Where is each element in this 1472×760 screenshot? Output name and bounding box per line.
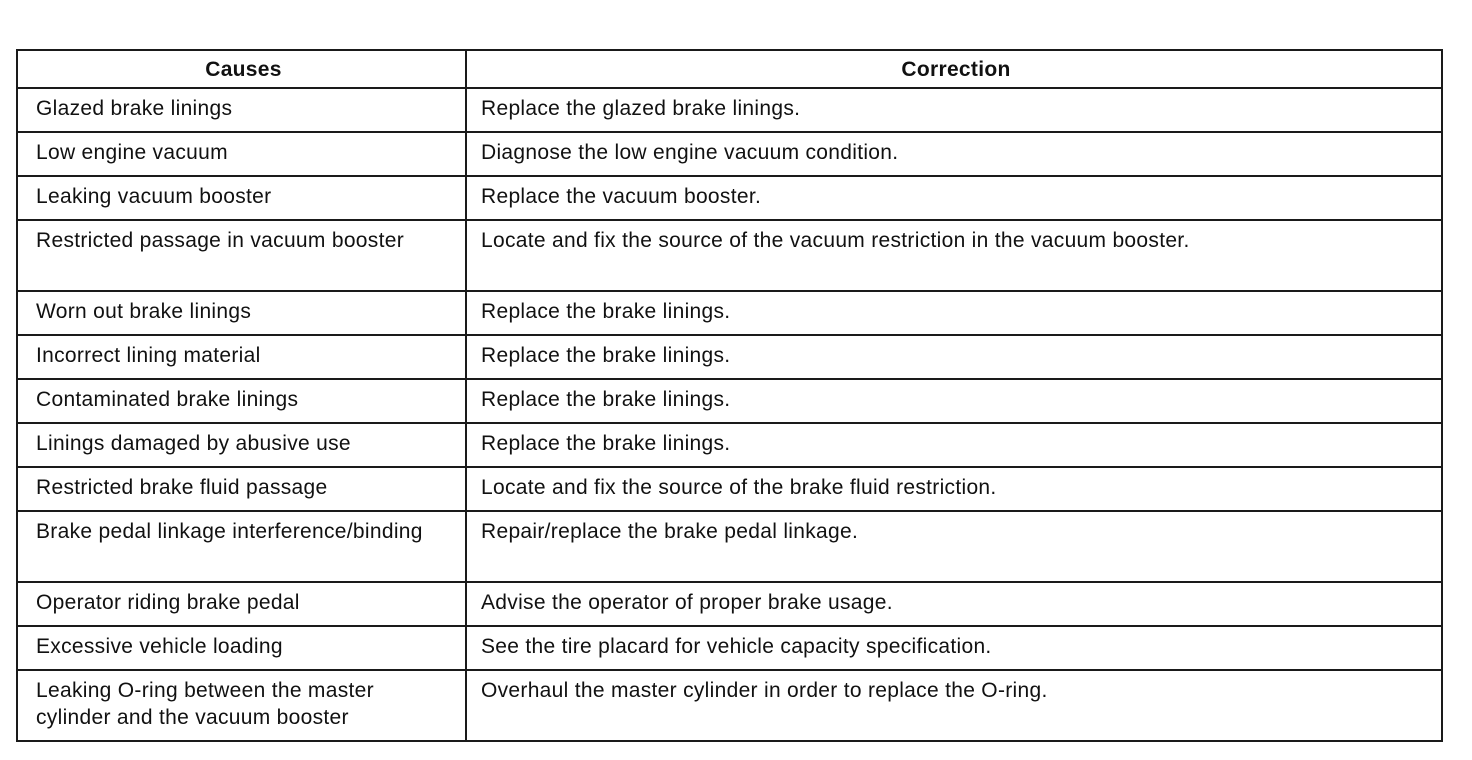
cause-cell: Restricted passage in vacuum booster	[17, 220, 466, 291]
table-row	[17, 423, 1442, 467]
cause-cell: Leaking O-ring between the master cylinder and the vacuum booster	[17, 670, 466, 741]
cause-cell: Glazed brake linings	[17, 88, 466, 132]
correction-cell: Diagnose the low engine vacuum condition.	[466, 132, 1442, 176]
cause-cell: Restricted brake fluid passage	[17, 467, 466, 511]
table-row	[17, 467, 1442, 511]
table-row	[17, 176, 1442, 220]
correction-cell: Replace the brake linings.	[466, 291, 1442, 335]
table-row	[17, 626, 1442, 670]
table-row	[17, 291, 1442, 335]
cause-cell: Linings damaged by abusive use	[17, 423, 466, 467]
table-row	[17, 132, 1442, 176]
correction-cell: Locate and fix the source of the brake fluid restriction.	[466, 467, 1442, 511]
correction-cell: Replace the brake linings.	[466, 379, 1442, 423]
causes-column-header: Causes	[17, 50, 466, 88]
table-row	[17, 335, 1442, 379]
correction-cell: See the tire placard for vehicle capacity specification.	[466, 626, 1442, 670]
cause-cell: Leaking vacuum booster	[17, 176, 466, 220]
table-header-row	[17, 50, 1442, 88]
diagnostic-table	[16, 49, 1443, 742]
correction-cell: Replace the brake linings.	[466, 423, 1442, 467]
correction-cell: Replace the vacuum booster.	[466, 176, 1442, 220]
table-row	[17, 379, 1442, 423]
correction-cell: Replace the brake linings.	[466, 335, 1442, 379]
table-row	[17, 88, 1442, 132]
table-row	[17, 670, 1442, 741]
table-row	[17, 220, 1442, 291]
table-row	[17, 582, 1442, 626]
correction-column-header: Correction	[466, 50, 1442, 88]
cause-cell: Excessive vehicle loading	[17, 626, 466, 670]
correction-cell: Overhaul the master cylinder in order to replace the O-ring.	[466, 670, 1442, 741]
cause-cell: Brake pedal linkage interference/binding	[17, 511, 466, 582]
cause-cell: Operator riding brake pedal	[17, 582, 466, 626]
correction-cell: Locate and fix the source of the vacuum restriction in the vacuum booster.	[466, 220, 1442, 291]
cause-cell: Incorrect lining material	[17, 335, 466, 379]
correction-cell: Repair/replace the brake pedal linkage.	[466, 511, 1442, 582]
table-row	[17, 511, 1442, 582]
correction-cell: Advise the operator of proper brake usage.	[466, 582, 1442, 626]
correction-cell: Replace the glazed brake linings.	[466, 88, 1442, 132]
cause-cell: Low engine vacuum	[17, 132, 466, 176]
cause-cell: Contaminated brake linings	[17, 379, 466, 423]
cause-cell: Worn out brake linings	[17, 291, 466, 335]
